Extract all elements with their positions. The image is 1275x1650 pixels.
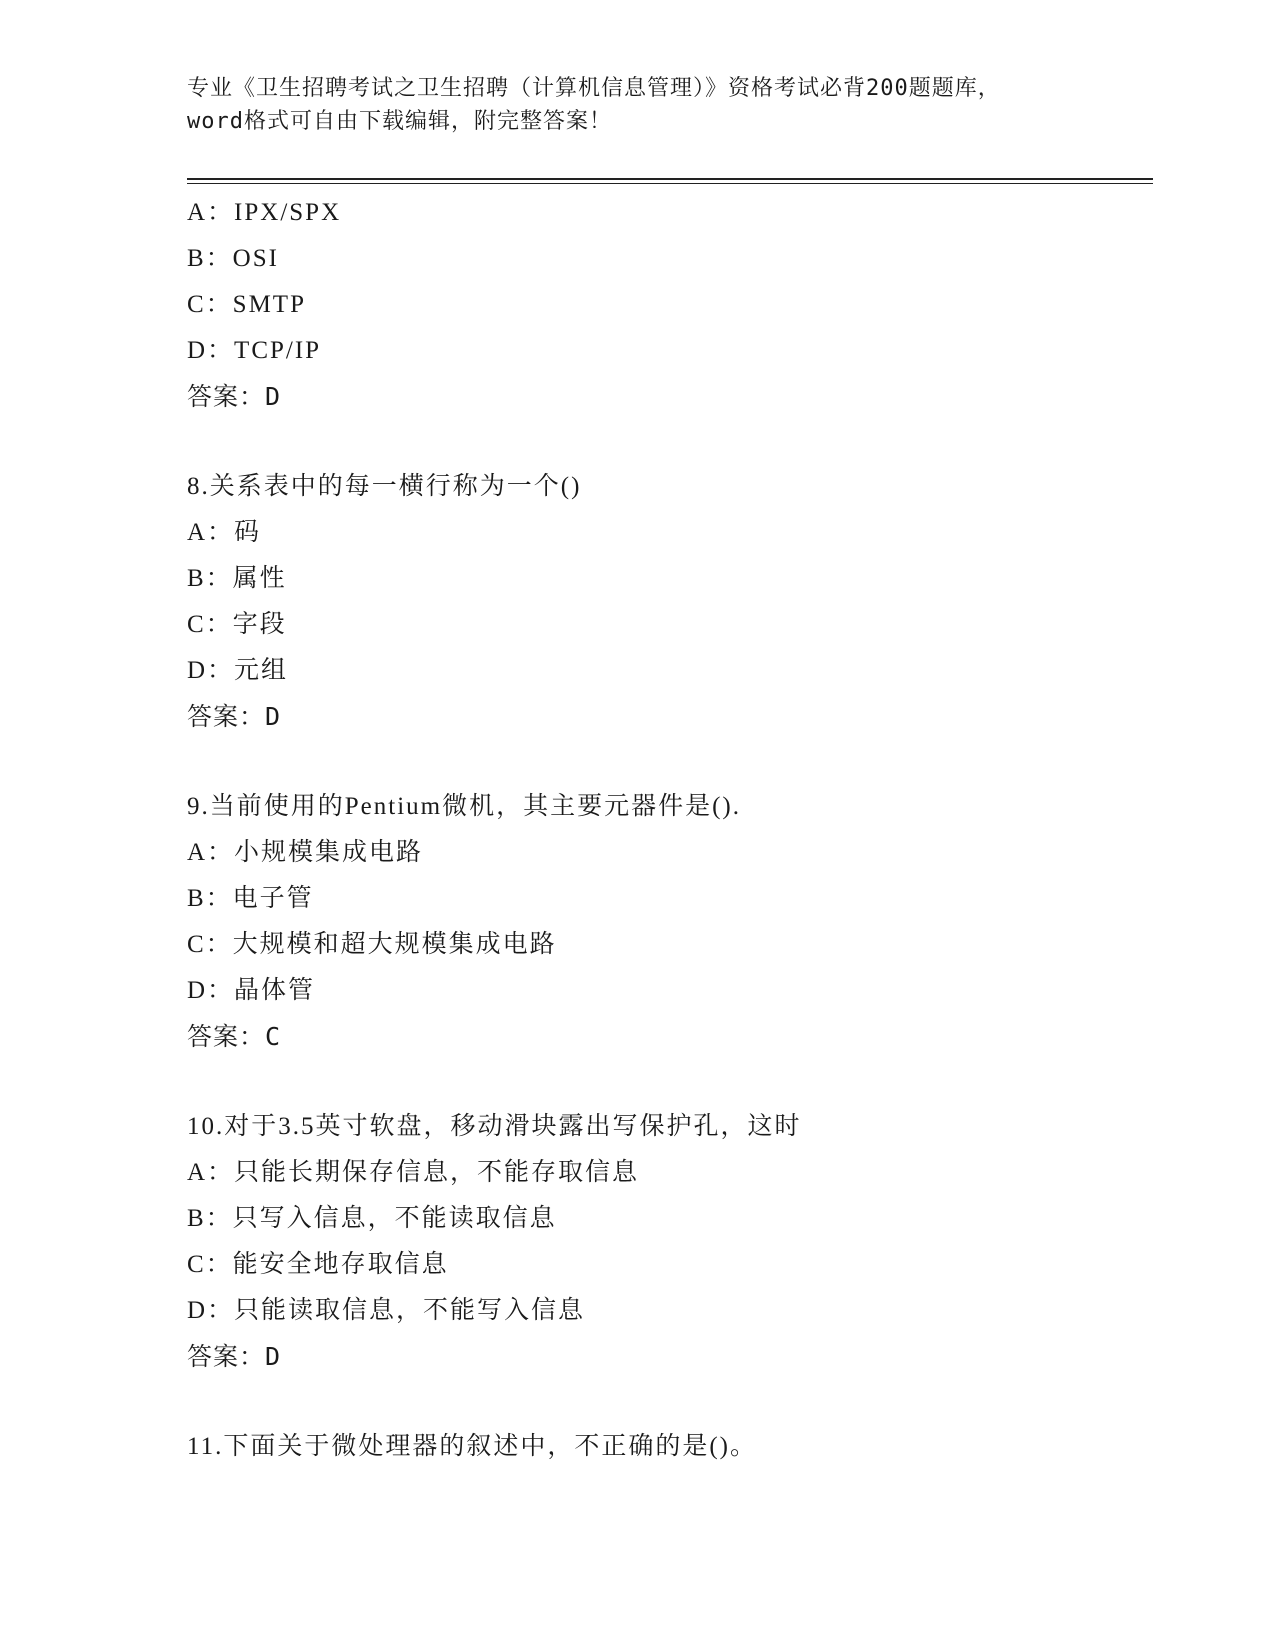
header-divider-thin bbox=[187, 183, 1153, 184]
answer-line: 答案：D bbox=[187, 1342, 282, 1371]
option-d: D：晶体管 bbox=[187, 977, 316, 1004]
question-text: 8.关系表中的每一横行称为一个() bbox=[187, 473, 582, 500]
question-text: 11.下面关于微处理器的叙述中，不正确的是()。 bbox=[187, 1433, 757, 1460]
header-divider-thick bbox=[187, 178, 1153, 180]
spacer bbox=[187, 1380, 1153, 1424]
spacer bbox=[187, 740, 1153, 784]
option-b: B：属性 bbox=[187, 565, 287, 592]
option-d: D：TCP/IP bbox=[187, 337, 322, 364]
option-a: A：只能长期保存信息，不能存取信息 bbox=[187, 1159, 640, 1186]
option-b: B：OSI bbox=[187, 245, 279, 272]
option-b: B：电子管 bbox=[187, 885, 314, 912]
option-a: A：小规模集成电路 bbox=[187, 839, 424, 866]
option-c: C：SMTP bbox=[187, 291, 306, 318]
header-line-2: word格式可自由下载编辑，附完整答案！ bbox=[187, 109, 612, 134]
question-block-7 bbox=[187, 190, 1153, 420]
option-c: C：大规模和超大规模集成电路 bbox=[187, 931, 557, 958]
spacer bbox=[187, 1060, 1153, 1104]
question-block-10 bbox=[187, 1104, 1153, 1380]
spacer bbox=[187, 420, 1153, 464]
option-c: C：字段 bbox=[187, 611, 287, 638]
option-c: C：能安全地存取信息 bbox=[187, 1251, 449, 1278]
question-text: 9.当前使用的Pentium微机，其主要元器件是(). bbox=[187, 793, 741, 820]
option-a: A：码 bbox=[187, 519, 262, 546]
question-block-9 bbox=[187, 784, 1153, 1060]
option-a: A：IPX/SPX bbox=[187, 199, 342, 226]
document-header bbox=[187, 72, 1087, 138]
question-list bbox=[187, 190, 1153, 1470]
question-block-8 bbox=[187, 464, 1153, 740]
option-d: D：元组 bbox=[187, 657, 289, 684]
answer-line: 答案：C bbox=[187, 1022, 282, 1051]
option-b: B：只写入信息，不能读取信息 bbox=[187, 1205, 557, 1232]
option-d: D：只能读取信息，不能写入信息 bbox=[187, 1297, 586, 1324]
question-text: 10.对于3.5英寸软盘，移动滑块露出写保护孔，这时 bbox=[187, 1113, 802, 1140]
answer-line: 答案：D bbox=[187, 702, 282, 731]
header-line-1: 专业《卫生招聘考试之卫生招聘（计算机信息管理）》资格考试必背200题题库， bbox=[187, 76, 1001, 101]
question-block-11 bbox=[187, 1424, 1153, 1470]
answer-line: 答案：D bbox=[187, 382, 282, 411]
